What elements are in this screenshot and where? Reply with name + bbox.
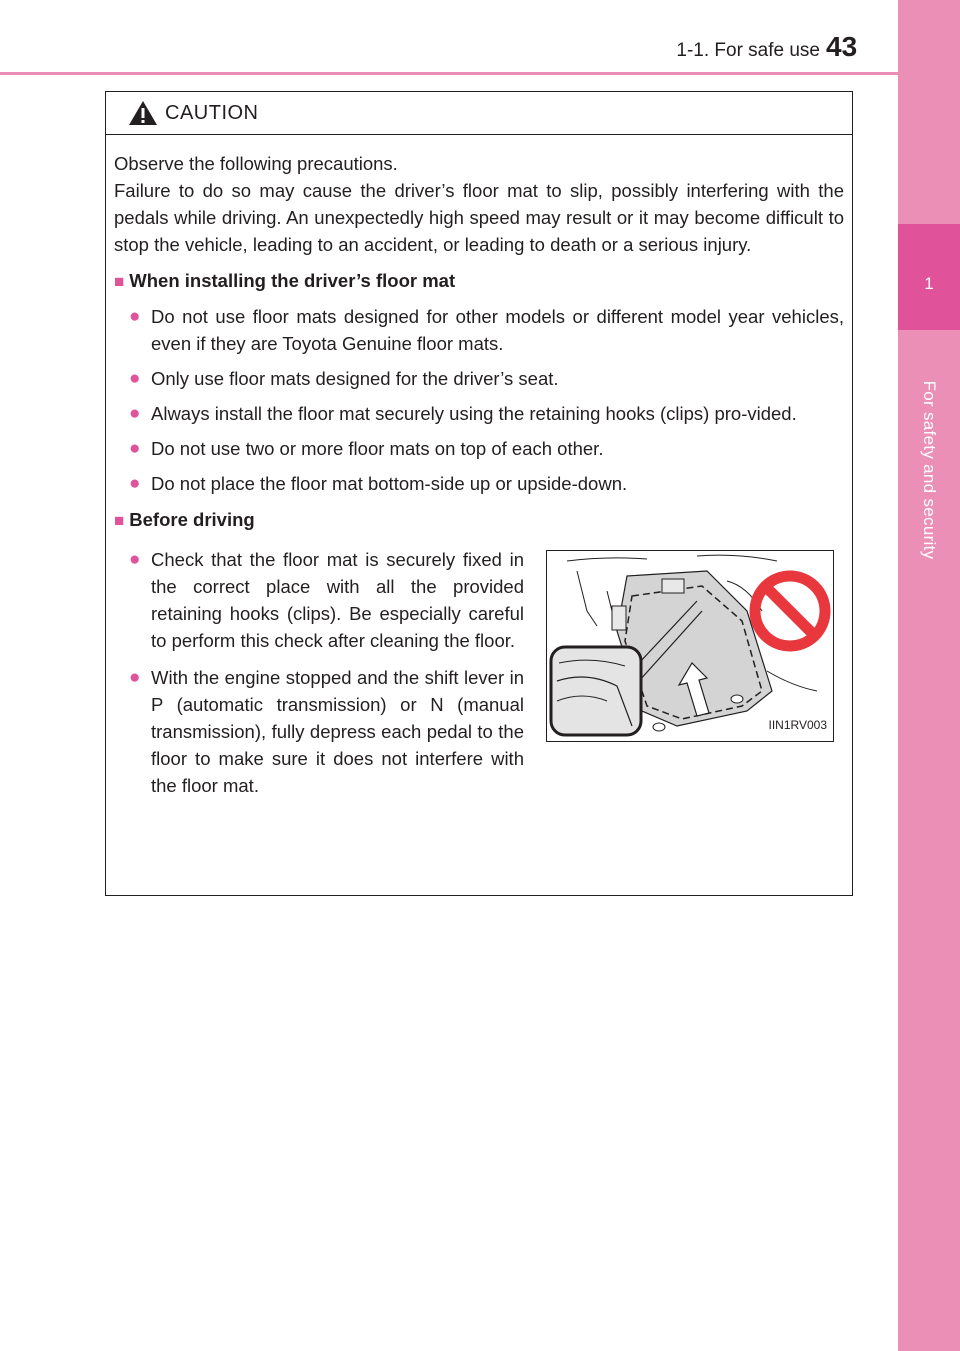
chapter-label: For safety and security [920,380,939,560]
bullet-icon: ● [129,368,141,389]
before-driving-layout [114,536,844,799]
section-heading [114,267,844,295]
caution-box [105,91,853,896]
chapter-side-tab [898,0,960,1351]
list-item-text: With the engine stopped and the shift lever in P (automatic transmission) or N (manual transmission), fully depress each pedal to the floor to make sure it does not interfere with the floor mat. [151,667,524,796]
section-title: 1-1. For safe use [676,40,820,61]
bullet-icon: ● [129,667,141,688]
square-marker-icon: ■ [114,511,125,530]
floor-mat-illustration [546,550,834,742]
section-heading-text: When installing the driver’s floor mat [129,270,456,291]
page-number: 43 [826,31,858,62]
list-item [114,664,524,799]
section-heading-text: Before driving [129,509,255,530]
caution-content [114,150,844,799]
bullet-icon: ● [129,306,141,327]
warning-triangle-icon [128,100,158,126]
list-item-text: Do not place the floor mat bottom-side up or upside-down. [151,473,628,494]
list-item [114,546,524,654]
chapter-number: 1 [924,274,934,293]
bullet-icon: ● [129,403,141,424]
list-item-text: Only use floor mats designed for the driver’s seat. [151,368,559,389]
figure-code: IIN1RV003 [768,718,827,732]
bullet-icon: ● [129,549,141,570]
list-item [114,303,844,357]
before-driving-list [114,536,524,799]
square-marker-icon: ■ [114,272,125,291]
caution-header [106,92,852,135]
intro-line: Observe the following precautions. [114,153,398,174]
prohibition-sign-icon [755,576,825,646]
list-item [114,470,844,497]
bullet-icon: ● [129,473,141,494]
list-item-text: Always install the floor mat securely using the retaining hooks (clips) pro-vided. [151,403,797,424]
list-item-text: Do not use two or more floor mats on top of each other. [151,438,604,459]
header-divider [0,72,898,75]
list-item [114,400,844,427]
intro-paragraph: Failure to do so may cause the driver’s floor mat to slip, possibly interfering with the pedals while driving. An unexpectedly high speed may result or it may become difficult to stop the vehicle, leading to an accident, or leading to death or a serious injury. [114,180,844,255]
list-item-text: Do not use floor mats designed for other models or different model year vehicles, even if they are Toyota Genuine floor mats. [151,306,844,354]
section-heading [114,506,844,534]
list-item [114,435,844,462]
bullet-icon: ● [129,438,141,459]
list-item [114,365,844,392]
list-item-text: Check that the floor mat is securely fixed in the correct place with all the provided retaining hooks (clips). Be especially careful to perform this check after cleaning the floor. [151,549,524,651]
caution-title: CAUTION [165,102,259,124]
